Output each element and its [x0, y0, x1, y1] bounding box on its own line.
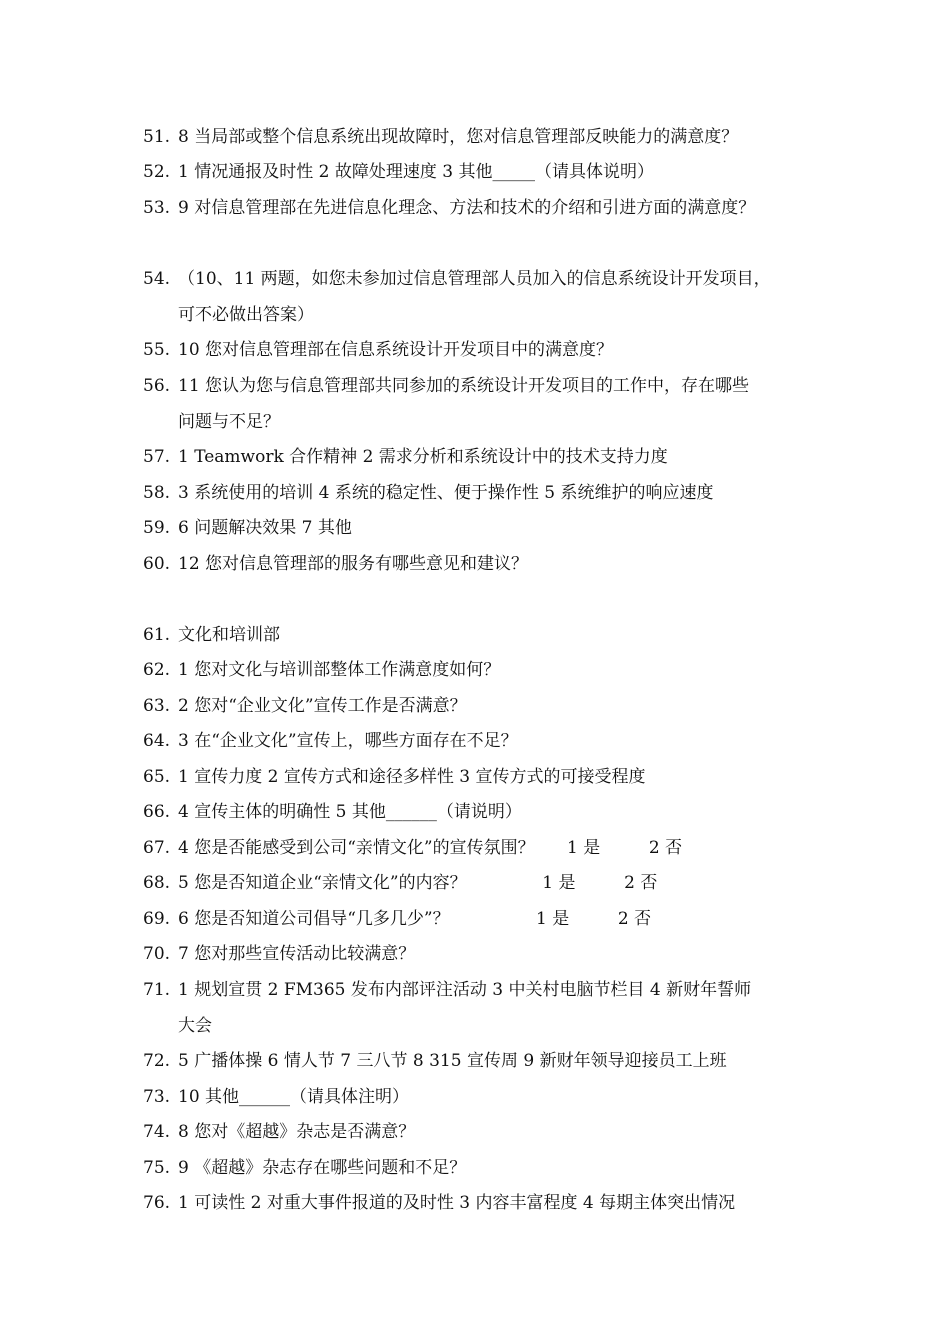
line-text: 5 广播体操 6 情人节 7 三八节 8 315 宣传周 9 新财年领导迎接员工上班 — [178, 1051, 727, 1071]
list-item — [143, 194, 843, 222]
line-number: 68. — [143, 873, 171, 893]
line-number: 73. — [143, 1087, 171, 1107]
line-text: 1 规划宣贯 2 FM365 发布内部评注活动 3 中关村电脑节栏目 4 新财年誓师 — [178, 980, 752, 1000]
line-number: 56. — [143, 376, 171, 396]
line-number: 59. — [143, 518, 171, 538]
line-text: 6 问题解决效果 7 其他 — [178, 518, 352, 538]
line-text: 3 在“企业文化”宣传上，哪些方面存在不足？ — [178, 731, 518, 751]
line-text: 8 您对《超越》杂志是否满意？ — [178, 1122, 416, 1142]
list-item — [143, 940, 843, 968]
line-number: 61. — [143, 625, 171, 645]
list-item — [143, 798, 843, 826]
line-number: 69. — [143, 909, 171, 929]
line-text: 1 您对文化与培训部整体工作满意度如何？ — [178, 660, 501, 680]
line-continuation: 大会 — [178, 1016, 212, 1036]
line-number: 65. — [143, 767, 171, 787]
list-item — [143, 621, 843, 649]
line-number: 75. — [143, 1158, 171, 1178]
list-item — [143, 336, 843, 364]
line-number: 60. — [143, 554, 171, 574]
line-text: （10、11 两题，如您未参加过信息管理部人员加入的信息系统设计开发项目， — [178, 269, 771, 289]
list-item — [143, 656, 843, 684]
list-item — [143, 692, 843, 720]
line-number: 66. — [143, 802, 171, 822]
line-text: 12 您对信息管理部的服务有哪些意见和建议？ — [178, 554, 529, 574]
line-number: 51. — [143, 127, 171, 147]
list-item — [143, 158, 843, 186]
list-item — [143, 763, 843, 791]
line-text: 2 您对“企业文化”宣传工作是否满意？ — [178, 696, 467, 716]
line-text: 8 当局部或整个信息系统出现故障时，您对信息管理部反映能力的满意度？ — [178, 127, 739, 147]
line-text: 6 您是否知道公司倡导“几多几少”？ 1 是 2 否 — [178, 909, 652, 929]
line-text: 3 系统使用的培训 4 系统的稳定性、便于操作性 5 系统维护的响应速度 — [178, 483, 714, 503]
line-text: 7 您对那些宣传活动比较满意？ — [178, 944, 416, 964]
line-continuation: 问题与不足？ — [178, 412, 280, 432]
line-text: 9 对信息管理部在先进信息化理念、方法和技术的介绍和引进方面的满意度？ — [178, 198, 756, 218]
line-text: 9 《超越》杂志存在哪些问题和不足？ — [178, 1158, 467, 1178]
line-text: 10 您对信息管理部在信息系统设计开发项目中的满意度？ — [178, 340, 614, 360]
line-number: 64. — [143, 731, 171, 751]
line-text: 11 您认为您与信息管理部共同参加的系统设计开发项目的工作中，存在哪些 — [178, 376, 750, 396]
section-heading: 文化和培训部 — [178, 625, 280, 645]
line-text: 5 您是否知道企业“亲情文化”的内容？ 1 是 2 否 — [178, 873, 658, 893]
line-text: 4 宣传主体的明确性 5 其他______（请说明） — [178, 802, 522, 822]
line-number: 67. — [143, 838, 171, 858]
list-item — [143, 123, 843, 151]
line-number: 53. — [143, 198, 171, 218]
line-text: 4 您是否能感受到公司“亲情文化”的宣传氛围？ 1 是 2 否 — [178, 838, 683, 858]
line-continuation: 可不必做出答案） — [178, 305, 314, 325]
line-number: 62. — [143, 660, 171, 680]
line-number: 71. — [143, 980, 171, 1000]
line-number: 70. — [143, 944, 171, 964]
list-item — [143, 905, 843, 933]
line-number: 76. — [143, 1193, 171, 1213]
list-item — [143, 976, 843, 1004]
line-number: 55. — [143, 340, 171, 360]
list-item — [143, 1047, 843, 1075]
line-number: 58. — [143, 483, 171, 503]
line-number: 57. — [143, 447, 171, 467]
list-item — [143, 1118, 843, 1146]
list-item — [143, 550, 843, 578]
list-item — [143, 265, 843, 293]
line-number: 54. — [143, 269, 171, 289]
list-item — [143, 514, 843, 542]
list-item — [143, 372, 843, 400]
line-number: 52. — [143, 162, 171, 182]
list-item — [143, 1154, 843, 1182]
line-text: 1 宣传力度 2 宣传方式和途径多样性 3 宣传方式的可接受程度 — [178, 767, 646, 787]
list-item — [143, 1083, 843, 1111]
line-number: 72. — [143, 1051, 171, 1071]
line-text: 1 可读性 2 对重大事件报道的及时性 3 内容丰富程度 4 每期主体突出情况 — [178, 1193, 736, 1213]
line-text: 1 Teamwork 合作精神 2 需求分析和系统设计中的技术支持力度 — [178, 447, 668, 467]
line-text: 10 其他______（请具体注明） — [178, 1087, 410, 1107]
line-number: 63. — [143, 696, 171, 716]
list-item — [143, 869, 843, 897]
list-item — [143, 834, 843, 862]
line-number: 74. — [143, 1122, 171, 1142]
line-text: 1 情况通报及时性 2 故障处理速度 3 其他_____（请具体说明） — [178, 162, 654, 182]
list-item — [143, 1189, 843, 1217]
list-item — [143, 727, 843, 755]
list-item — [143, 443, 843, 471]
list-item — [143, 479, 843, 507]
